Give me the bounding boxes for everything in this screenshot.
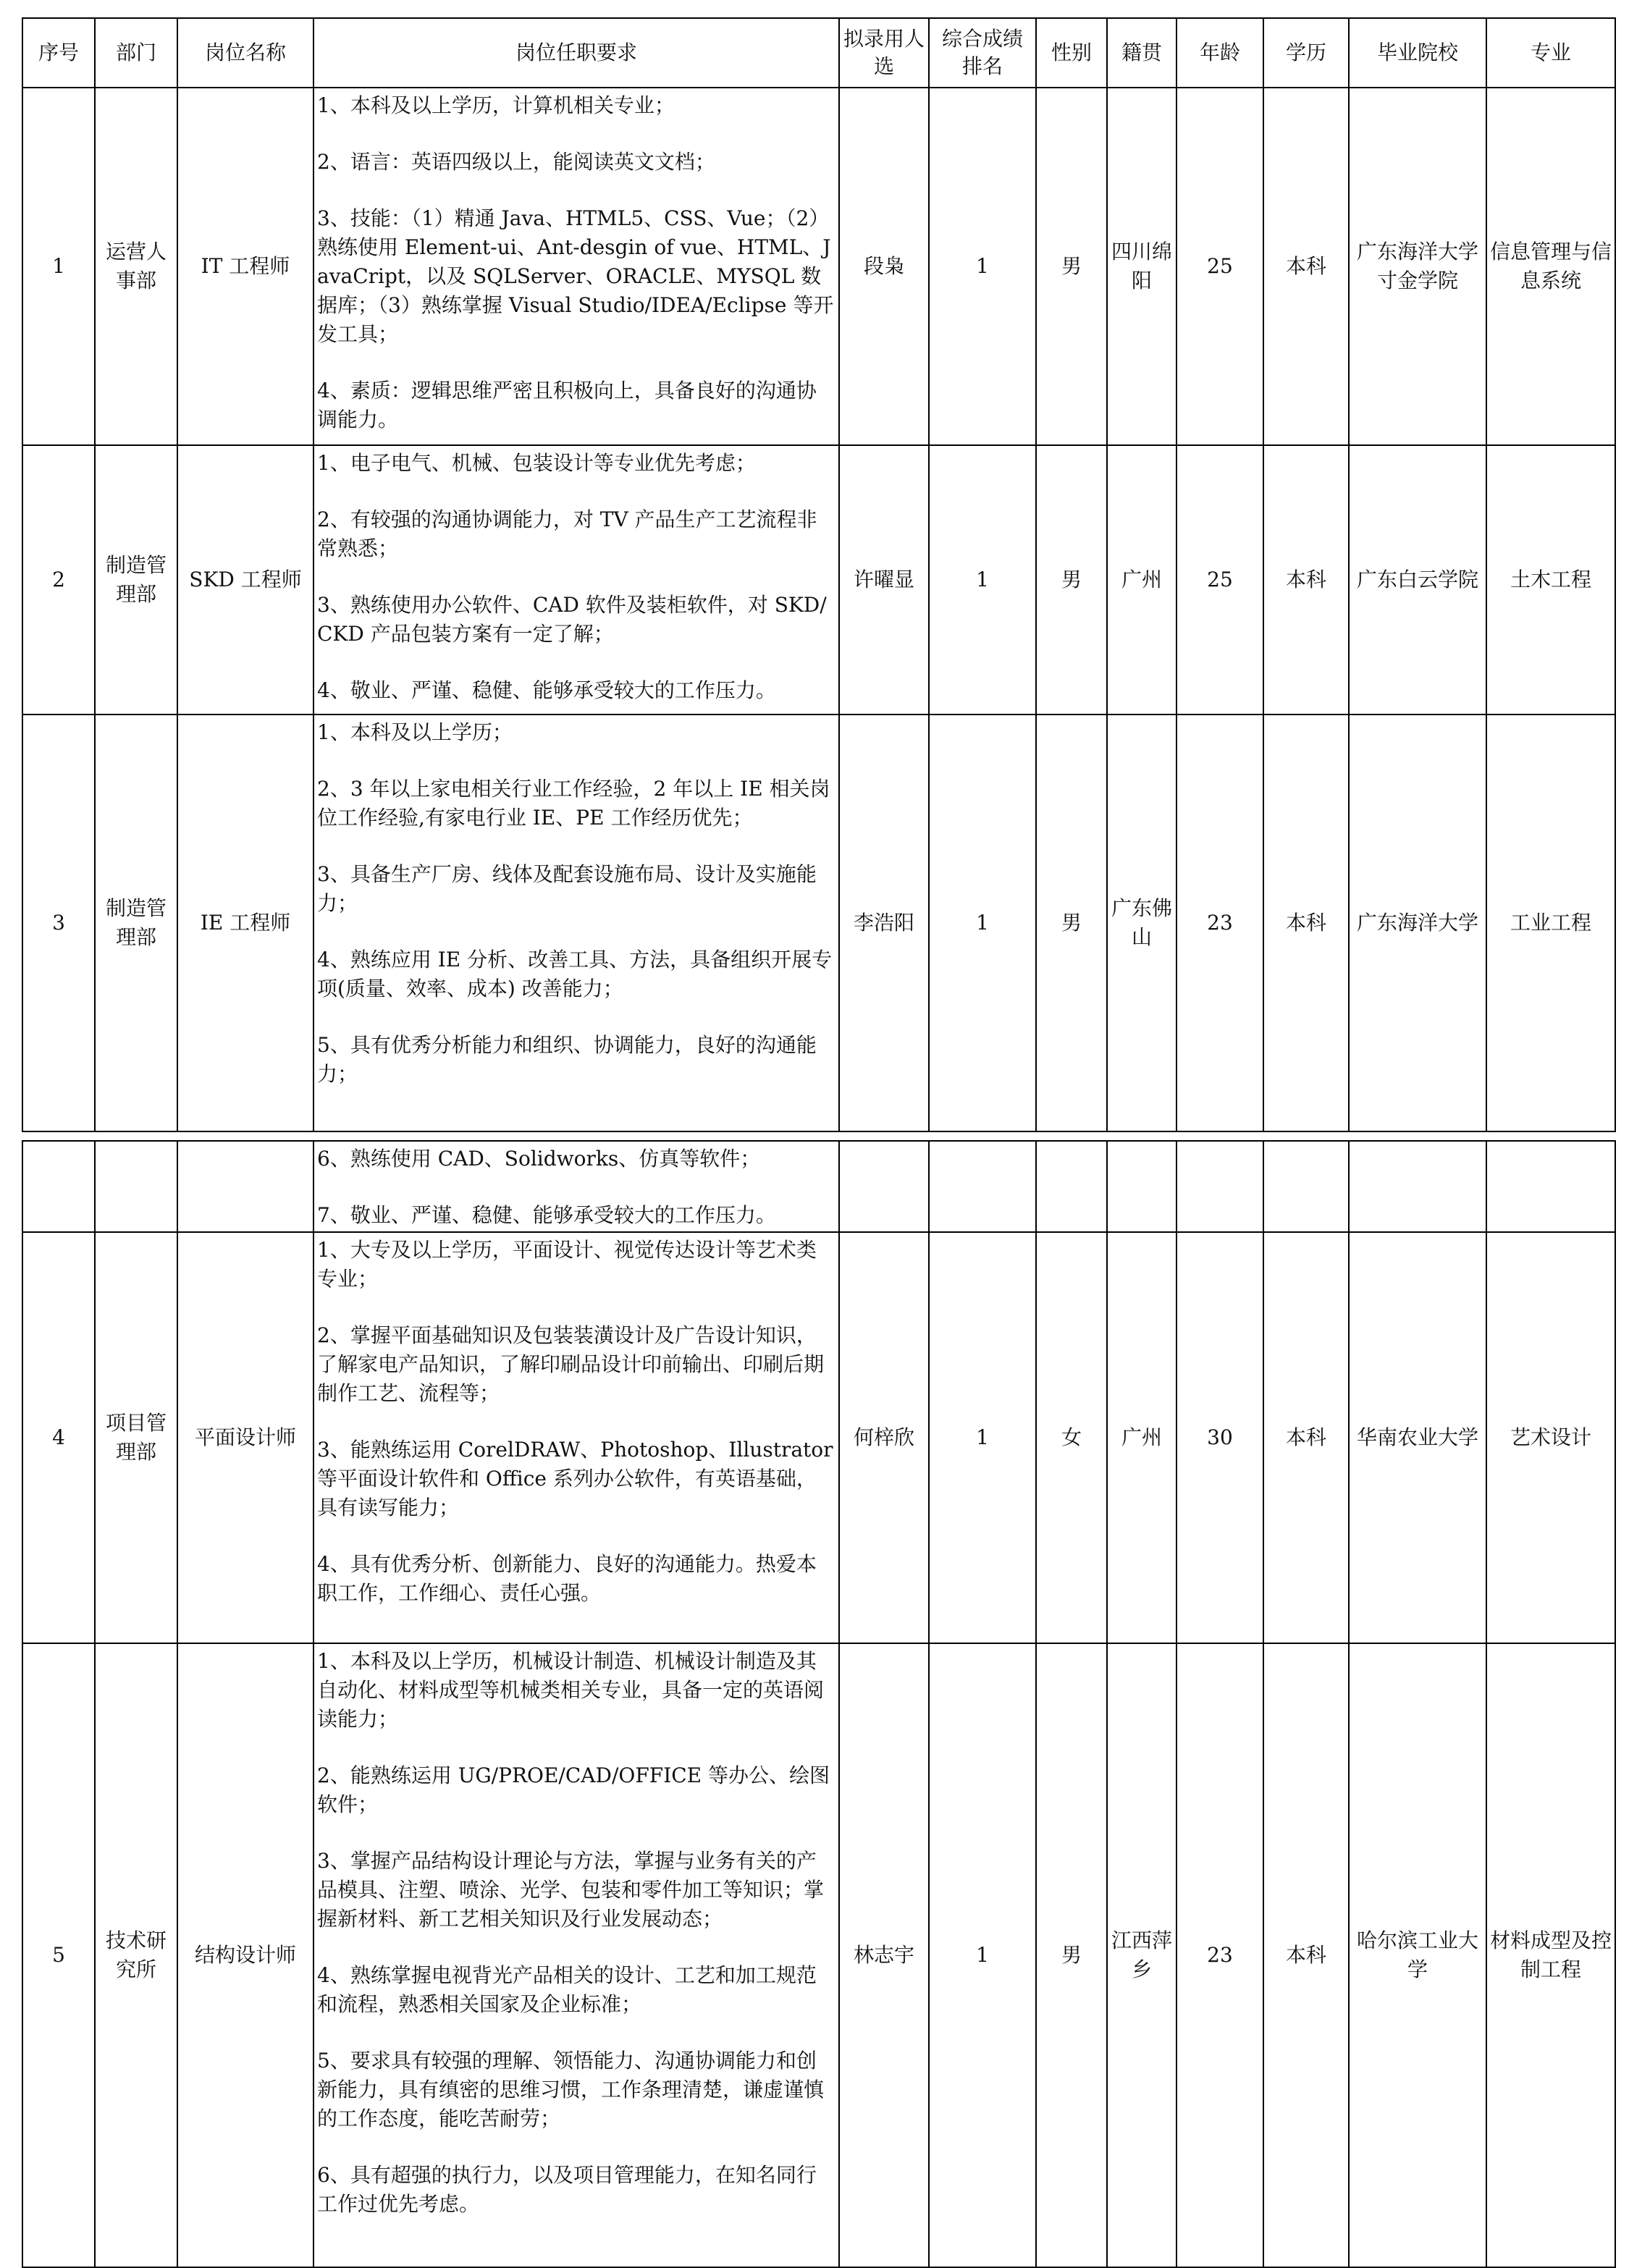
table-row [22,445,1615,714]
cell-age: 25 [1176,445,1263,714]
cell-gender: 男 [1036,714,1107,1131]
cell-requirements [313,88,839,445]
job-table-part-1 [22,17,1616,1132]
requirement-item: 2、3 年以上家电相关行业工作经验，2 年以上 IE 相关岗位工作经验,有家电行业 IE、PE 工作经历优先； [317,777,830,830]
cell-position: SKD 工程师 [177,445,313,714]
cell-no: 1 [22,88,95,445]
cell-major: 工业工程 [1486,714,1615,1131]
header-no: 序号 [22,18,95,88]
cell-origin: 江西萍乡 [1107,1643,1176,2267]
cell-school: 华南农业大学 [1349,1232,1486,1643]
cell-school: 哈尔滨工业大学 [1349,1643,1486,2267]
cell-school: 广东海洋大学 [1349,714,1486,1131]
cell-requirements [313,1141,839,1232]
requirement-item: 1、本科及以上学历； [317,720,513,744]
cell-rank: 1 [929,1232,1036,1643]
requirement-item: 5、要求具有较强的理解、领悟能力、沟通协调能力和创新能力，具有缜密的思维习惯，工作条理清楚，谦虚谨慎的工作态度，能吃苦耐劳； [317,2049,825,2130]
cell-gender: 女 [1036,1232,1107,1643]
cell-major: 土木工程 [1486,445,1615,714]
cell-requirements [313,1232,839,1643]
cell-rank: 1 [929,445,1036,714]
header-gender: 性别 [1036,18,1107,88]
header-position: 岗位名称 [177,18,313,88]
cell-gender: 男 [1036,445,1107,714]
requirement-item: 4、具有优秀分析、创新能力、良好的沟通能力。热爱本职工作，工作细心、责任心强。 [317,1552,817,1605]
header-dept: 部门 [95,18,177,88]
requirement-item: 1、本科及以上学历，计算机相关专业； [317,93,675,117]
cell-age: 30 [1176,1232,1263,1643]
requirement-item: 2、掌握平面基础知识及包装装潢设计及广告设计知识，了解家电产品知识，了解印刷品设计印前输出、印刷后期制作工艺、流程等； [317,1323,825,1405]
requirement-item: 5、具有优秀分析能力和组织、协调能力，良好的沟通能力； [317,1033,817,1086]
header-age: 年龄 [1176,18,1263,88]
cell-dept: 项目管理部 [95,1232,177,1643]
requirement-item: 3、熟练使用办公软件、CAD 软件及装柜软件，对 SKD/CKD 产品包装方案有一定了解； [317,593,827,646]
cell-position: IT 工程师 [177,88,313,445]
cell-no: 2 [22,445,95,714]
requirement-item: 6、具有超强的执行力，以及项目管理能力，在知名同行工作过优先考虑。 [317,2163,817,2216]
cell-gender: 男 [1036,88,1107,445]
table-row-continuation [22,1141,1615,1232]
cell-origin: 广东佛山 [1107,714,1176,1131]
requirement-item: 6、熟练使用 CAD、Solidworks、仿真等软件； [317,1147,761,1171]
requirement-item: 3、能熟练运用 CorelDRAW、Photoshop、Illustrator 等平面设计软件和 Office 系列办公软件，有英语基础，具有读写能力； [317,1438,833,1519]
cell-candidate: 李浩阳 [839,714,929,1131]
table-row [22,714,1615,1131]
cell-position: 平面设计师 [177,1232,313,1643]
cell-gender: 男 [1036,1643,1107,2267]
cell-origin: 四川绵阳 [1107,88,1176,445]
header-candidate: 拟录用人选 [839,18,929,88]
cell-dept: 制造管理部 [95,714,177,1131]
cell-edu: 本科 [1263,1232,1349,1643]
header-requirements: 岗位任职要求 [313,18,839,88]
header-edu: 学历 [1263,18,1349,88]
header-row [22,18,1615,88]
cell-requirements [313,714,839,1131]
job-table-part-2 [22,1140,1616,2268]
header-rank: 综合成绩排名 [929,18,1036,88]
cell-candidate: 何梓欣 [839,1232,929,1643]
cell-major: 信息管理与信息系统 [1486,88,1615,445]
cell-dept: 运营人事部 [95,88,177,445]
cell-origin: 广州 [1107,445,1176,714]
requirement-item: 1、本科及以上学历，机械设计制造、机械设计制造及其自动化、材料成型等机械类相关专业，具备一定的英语阅读能力； [317,1649,825,1731]
requirement-item: 1、电子电气、机械、包装设计等专业优先考虑； [317,451,756,475]
requirement-item: 4、熟练应用 IE 分析、改善工具、方法，具备组织开展专项(质量、效率、成本) 改善能力； [317,948,833,1000]
table-row [22,1643,1615,2267]
cell-age: 25 [1176,88,1263,445]
cell-rank: 1 [929,88,1036,445]
cell-dept: 技术研究所 [95,1643,177,2267]
cell-origin: 广州 [1107,1232,1176,1643]
cell-candidate: 林志宇 [839,1643,929,2267]
cell-major: 材料成型及控制工程 [1486,1643,1615,2267]
requirement-item: 7、敬业、严谨、稳健、能够承受较大的工作压力。 [317,1203,776,1227]
requirement-item: 1、大专及以上学历，平面设计、视觉传达设计等艺术类专业； [317,1238,817,1291]
cell-requirements [313,445,839,714]
requirement-item: 2、语言：英语四级以上，能阅读英文文档； [317,150,715,174]
cell-no: 5 [22,1643,95,2267]
cell-position: 结构设计师 [177,1643,313,2267]
cell-edu: 本科 [1263,445,1349,714]
table-row [22,88,1615,445]
cell-edu: 本科 [1263,714,1349,1131]
cell-candidate: 段枭 [839,88,929,445]
requirement-item: 3、技能：（1）精通 Java、HTML5、CSS、Vue；（2）熟练使用 Element-ui、Ant-desgin of vue、HTML、JavaCript，以及 SQLServer、ORACLE、MYSQL 数据库；（3）熟练掌握 Visual Studio/IDEA/Eclipse 等开发工具； [317,206,834,346]
cell-edu: 本科 [1263,88,1349,445]
cell-school: 广东白云学院 [1349,445,1486,714]
header-school: 毕业院校 [1349,18,1486,88]
requirement-item: 3、具备生产厂房、线体及配套设施布局、设计及实施能力； [317,862,817,915]
cell-school: 广东海洋大学寸金学院 [1349,88,1486,445]
cell-dept: 制造管理部 [95,445,177,714]
cell-no: 4 [22,1232,95,1643]
cell-position: IE 工程师 [177,714,313,1131]
header-origin: 籍贯 [1107,18,1176,88]
header-major: 专业 [1486,18,1615,88]
requirement-item: 2、有较强的沟通协调能力，对 TV 产品生产工艺流程非常熟悉； [317,507,817,560]
requirement-item: 4、熟练掌握电视背光产品相关的设计、工艺和加工规范和流程，熟悉相关国家及企业标准； [317,1963,817,2016]
requirement-item: 2、能熟练运用 UG/PROE/CAD/OFFICE 等办公、绘图软件； [317,1763,830,1816]
requirement-item: 4、敬业、严谨、稳健、能够承受较大的工作压力。 [317,678,776,702]
cell-rank: 1 [929,1643,1036,2267]
cell-edu: 本科 [1263,1643,1349,2267]
cell-no: 3 [22,714,95,1131]
cell-age: 23 [1176,1643,1263,2267]
table-row [22,1232,1615,1643]
cell-major: 艺术设计 [1486,1232,1615,1643]
requirement-item: 3、掌握产品结构设计理论与方法，掌握与业务有关的产品模具、注塑、喷涂、光学、包装和零件加工等知识；掌握新材料、新工艺相关知识及行业发展动态； [317,1849,825,1931]
cell-rank: 1 [929,714,1036,1131]
cell-age: 23 [1176,714,1263,1131]
cell-candidate: 许曜显 [839,445,929,714]
cell-requirements [313,1643,839,2267]
requirement-item: 4、素质：逻辑思维严密且积极向上，具备良好的沟通协调能力。 [317,379,817,431]
